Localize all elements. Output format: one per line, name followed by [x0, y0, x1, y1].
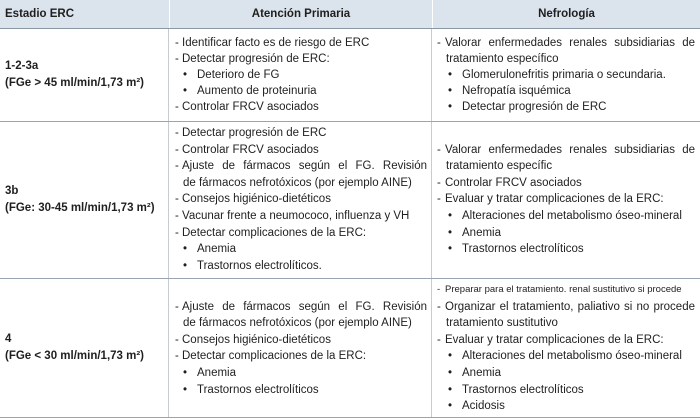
- list-item-continuation: tratamiento sustitutivo: [446, 317, 558, 330]
- bullet-item: • Glomerulonefritis primaria o secundaria.: [437, 67, 695, 83]
- list-item: - Preparar para el tratamiento. renal sustitutivo si procede: [437, 282, 695, 299]
- bullet-item: • Trastornos electrolíticos: [437, 241, 695, 258]
- list-item-continuation: tratamiento específic: [446, 160, 553, 173]
- stage-cell: [0, 279, 169, 417]
- nefrologia-cell: [432, 279, 700, 417]
- list-item-continuation: de fármacos nefrotóxicos (por ejemplo AINE): [183, 317, 412, 330]
- nefrologia-cell: [432, 29, 700, 121]
- stage-label: 3b: [5, 185, 19, 197]
- bullet-item: • Detectar progresión de ERC: [437, 99, 695, 115]
- bullet-item: • Trastornos electrolíticos: [437, 382, 695, 399]
- nefrologia-cell: [432, 122, 700, 278]
- bullet-item: • Anemia: [437, 225, 695, 242]
- bullet-item: • Nefropatía isquémica: [437, 83, 695, 99]
- list-item-continuation: tratamiento específico: [446, 53, 559, 65]
- list-item: - Ajuste de fármacos según el FG. Revisión: [175, 158, 427, 175]
- bullet-item: • Anemia: [175, 241, 427, 258]
- atencion-primaria-list: [175, 299, 427, 399]
- list-item: - Valorar enfermedades renales subsidiarias de: [437, 142, 695, 159]
- bullet-item: • Trastornos electrolíticos: [175, 382, 427, 399]
- atencion-primaria-cell: [169, 279, 432, 417]
- list-item: - Controlar FRCV asociados: [175, 99, 427, 115]
- stage-label: 1-2-3a: [5, 60, 39, 72]
- list-item: - Vacunar frente a neumococo, influenza y VH: [175, 208, 427, 225]
- bullet-item: • Anemia: [437, 365, 695, 382]
- stage-fge-range: (FGe < 30 ml/min/1,73 m²): [5, 350, 145, 362]
- bullet-item: • Aumento de proteinuria: [175, 83, 427, 99]
- bullet-item: • Deterioro de FG: [175, 67, 427, 83]
- list-item: - Organizar el tratamiento, paliativo si no procede: [437, 299, 695, 316]
- list-item: - Detectar progresión de ERC:: [175, 51, 427, 67]
- list-item: - Ajuste de fármacos según el FG. Revisión: [175, 299, 427, 316]
- list-item: - Evaluar y tratar complicaciones de la ERC:: [437, 332, 695, 349]
- list-item: - Controlar FRCV asociados: [175, 142, 427, 159]
- list-item: - Detectar progresión de ERC: [175, 125, 427, 142]
- header-atencion-primaria: Atención Primaria: [169, 0, 432, 28]
- header-nefrologia: Nefrología: [432, 0, 700, 28]
- bullet-item: • Anemia: [175, 365, 427, 382]
- nefrologia-list: [437, 142, 695, 258]
- list-item-continuation: de fármacos nefrotóxicos (por ejemplo AINE): [183, 176, 412, 189]
- list-item: - Detectar complicaciones de la ERC:: [175, 225, 427, 242]
- list-item: - Detectar complicaciones de la ERC:: [175, 348, 427, 365]
- table-row-stage-3b: [0, 122, 700, 279]
- stage-fge-range: (FGe > 45 ml/min/1,73 m²): [5, 77, 145, 89]
- stage-cell: [0, 122, 169, 278]
- list-item: - Consejos higiénico-dietéticos: [175, 332, 427, 349]
- stage-cell: [0, 29, 169, 121]
- list-item: - Evaluar y tratar complicaciones de la ERC:: [437, 191, 695, 208]
- table-row-stage-1-2-3a: [0, 29, 700, 122]
- list-item: - Valorar enfermedades renales subsidiarias de: [437, 35, 695, 51]
- atencion-primaria-cell: [169, 122, 432, 278]
- stage-fge-range: (FGe: 30-45 ml/min/1,73 m²): [5, 202, 155, 214]
- list-item: - Controlar FRCV asociados: [437, 175, 695, 192]
- bullet-item: • Alteraciones del metabolismo óseo-mineral: [437, 348, 695, 365]
- bullet-item: • Alteraciones del metabolismo óseo-mineral: [437, 208, 695, 225]
- bullet-item: • Trastornos electrolíticos.: [175, 258, 427, 275]
- table-header: [0, 0, 700, 29]
- header-stage: Estadio ERC: [5, 8, 75, 20]
- stage-label: 4: [5, 333, 12, 345]
- list-item: - Identificar facto es de riesgo de ERC: [175, 35, 427, 51]
- list-item: - Consejos higiénico-dietéticos: [175, 191, 427, 208]
- bullet-item: • Acidosis: [437, 398, 695, 415]
- atencion-primaria-cell: [169, 29, 432, 121]
- table-row-stage-4: [0, 279, 700, 418]
